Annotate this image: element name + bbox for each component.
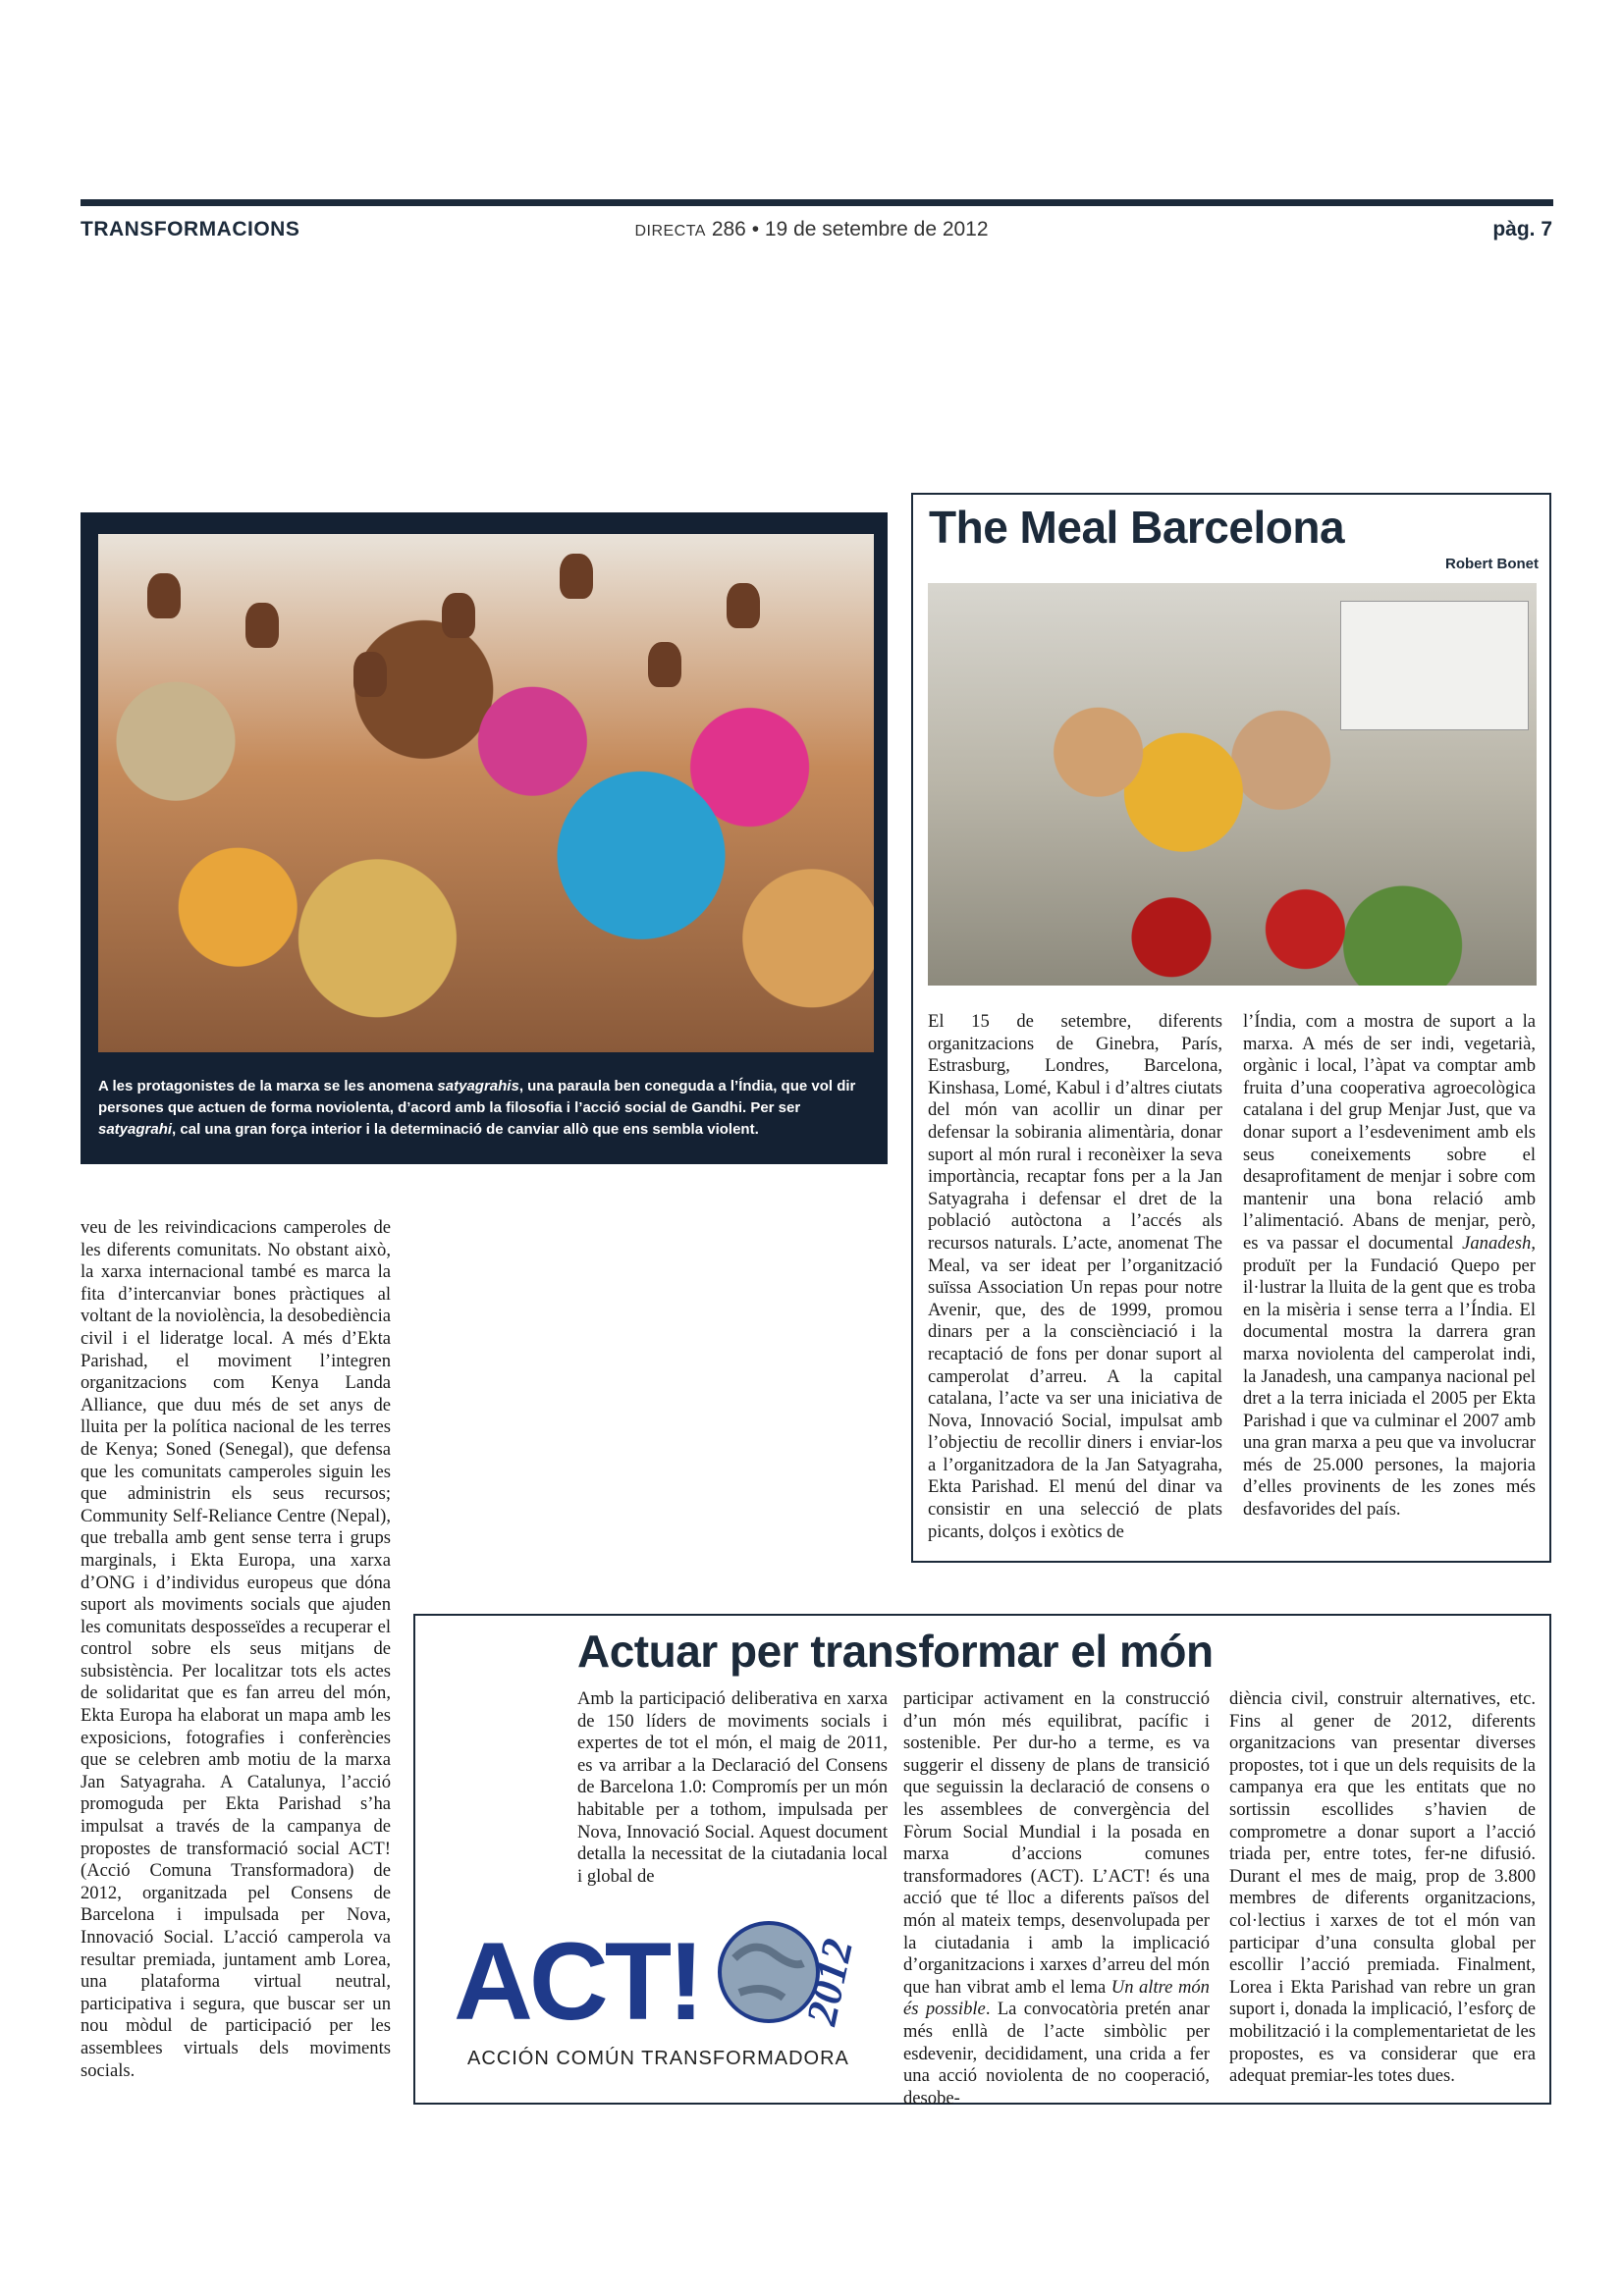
act-column-1: Amb la participació deliberativa en xarxa de 150 líders de moviments socials i expertes de tot el món, el maig de 2011, es va arribar a la Declaració del Consens de Barcelona 1.0: Compromís per un món habitable per a tothom, impulsada per Nova, Innovació Social. Aquest document detalla la necessitat de la ciutadania local i global de bbox=[577, 1688, 888, 1887]
photo-fist bbox=[648, 642, 681, 687]
left-article-column bbox=[81, 1217, 391, 2082]
photo-fist bbox=[560, 554, 593, 599]
act-logo-subtitle: ACCIÓN COMÚN TRANSFORMADORA bbox=[467, 2048, 849, 2069]
photo-fist bbox=[147, 573, 181, 618]
march-photo bbox=[98, 534, 874, 1052]
page-number: pàg. 7 bbox=[1492, 218, 1552, 240]
photo-fist bbox=[442, 593, 475, 638]
act-column-2: participar activament en la construcció d’un món més equilibrat, pacífic i sostenible. Per dur-ho a terme, es va suggerir el disseny de plans de transició que seguissin la declaració de consens o les assemblees de convergència del Fòrum Social Mundial i la posada en marxa d’accions comunes transformadores (ACT). L’ACT! és una acció que té lloc a diferents països del món al mateix temps, desenvolupada per la ciutadania i amb la implicació d’organitzacions i xarxes d’arreu del món que han vibrat amb el lema Un altre món és possible. La convocatòria pretén anar més enllà de l’acte simbòlic per esdevenir, decididament, una crida a fer una acció noviolenta de no cooperació, desobe- bbox=[903, 1688, 1210, 2109]
act-logo-year: 2012 bbox=[796, 1934, 863, 2030]
photo-fist bbox=[727, 583, 760, 628]
section-name: TRANSFORMACIONS bbox=[81, 218, 300, 240]
header-rule bbox=[81, 199, 1553, 206]
photo-fist bbox=[245, 603, 279, 648]
act-logo-text: ACT! bbox=[454, 1920, 701, 2043]
issue-info bbox=[0, 218, 1623, 241]
meal-author: Robert Bonet bbox=[1445, 556, 1539, 572]
act-logo bbox=[450, 1909, 872, 2086]
act-column-3: diència civil, construir alternatives, etc. Fins al gener de 2012, diferents organitzacions van presentar diverses propostes, tot i que un dels requisits de la campanya era que les entitats que no sortissin escollides s’havien de comprometre a donar suport a l’acció triada per, entre totes, fer-ne difusió. Durant el mes de maig, prop de 3.800 membres de diferents organitzacions, col·lectius i xarxes de tot el món van participar d’una consulta global per escollir l’acció premiada. Finalment, Lorea i Ekta Parishad van rebre un gran suport i, donada la implicació, l’esforç de mobilització i la complementarietat de les propostes, es va considerar que era adequat premiar-les totes dues. bbox=[1229, 1688, 1536, 2087]
publication-brand: DIRECTA bbox=[634, 223, 706, 240]
meal-column-2: l’Índia, com a mostra de suport a la marxa. A més de ser indi, vegetarià, orgànic i local, l’àpat va comptar amb fruita d’una cooperativa agroecològica catalana i del grup Menjar Just, que va donar suport a l’esdeveniment amb els seus coneixements sobre el desaprofitament de menjar i sobre com mantenir una bona relació amb l’alimentació. Abans de menjar, però, es va passar el documental Janadesh, produït per la Fundació Quepo per il·lustrar la lluita de la gent que es troba en la misèria i sense terra a l’Índia. El documental mostra la darrera gran marxa noviolenta del camperolat indi, la Janadesh, una campanya nacional pel dret a la terra iniciada el 2005 per Ekta Parishad i que va culminar el 2007 amb una gran marxa a peu que va involucrar més de 25.000 persones, la majoria d’elles provinents de les zones més desfavorides del país. bbox=[1243, 1011, 1536, 1521]
meal-title: The Meal Barcelona bbox=[929, 502, 1345, 553]
act-title: Actuar per transformar el món bbox=[577, 1626, 1214, 1677]
left-column-text: veu de les reivindicacions camperoles de les diferents comunitats. No obstant això, la xarxa internacional també es marca la fita d’intercanviar bones pràctiques al voltant de la noviolència, la desobediència civil i el lideratge local. A més d’Ekta Parishad, el moviment l’integren organitzacions com Kenya Landa Alliance, que duu més de set anys de lluita per la política nacional de les terres de Kenya; Soned (Senegal), que defensa que les comunitats camperoles siguin les que administrin els seus recursos; Community Self-Reliance Centre (Nepal), que treballa amb gent sense terra i grups marginals, i Ekta Europa, una xarxa d’ONG i d’individus europeus que dóna suport als moviments socials que ajuden les comunitats desposseïdes a recuperar el control sobre els seus mitjans de subsistència. Per localitzar tots els actes de solidaritat que es fan arreu del món, Ekta Europa ha elaborat un mapa amb les exposicions, fotografies i conferències que se celebren amb motiu de la marxa Jan Satyagraha. A Catalunya, l’acció promoguda per Ekta Parishad s’ha impulsat a través de la campanya de propostes de transformació social ACT! (Acció Comuna Transformadora) de 2012, organitzada pel Consens de Barcelona i impulsada per Nova, Innovació Social. L’acció camperola va resultar premiada, juntament amb Lorea, una plataforma virtual neutral, participativa i segura, que buscar ser un nou mòdul de participació per les assemblees virtuals dels moviments socials. bbox=[81, 1217, 391, 2081]
issue-date: 286 • 19 de setembre de 2012 bbox=[705, 218, 989, 240]
photo-fist bbox=[353, 652, 387, 697]
projection-screen bbox=[1340, 601, 1529, 730]
photo-caption: A les protagonistes de la marxa se les anomena satyagrahis, una paraula ben coneguda a l’Índia, que vol dir persones que actuen de forma noviolenta, d’acord amb la filosofia i l’acció social de Gandhi. Per ser satyagrahi, cal una gran força interior i la determinació de canviar allò que ens sembla violent. bbox=[98, 1078, 856, 1138]
meal-photo bbox=[928, 583, 1537, 986]
meal-column-1: El 15 de setembre, diferents organitzacions de Ginebra, París, Estrasburg, Londres, Barcelona, Kinshasa, Lomé, Kabul i d’altres ciutats del món van acollir un dinar per defensar la sobirania alimentària, donar suport al món rural i reconèixer la seva importància, recaptar fons per a la Jan Satyagraha i defensar el dret de la població autòctona a l’accés als recursos naturals. L’acte, anomenat The Meal, va ser ideat per l’organització suïssa Association Un repas pour notre Avenir, que, des de 1999, promou dinars per a la consciènciació i la recaptació de fons per donar suport al camperolat d’arreu. A la capital catalana, l’acte va ser una iniciativa de Nova, Innovació Social, impulsat amb l’objectiu de recollir diners i enviar-los a l’organitzadora de la Jan Satyagraha, Ekta Parishad. El menú del dinar va consistir en una selecció de plats picants, dolços i exòtics de bbox=[928, 1011, 1222, 1542]
photo-box bbox=[81, 512, 888, 1164]
